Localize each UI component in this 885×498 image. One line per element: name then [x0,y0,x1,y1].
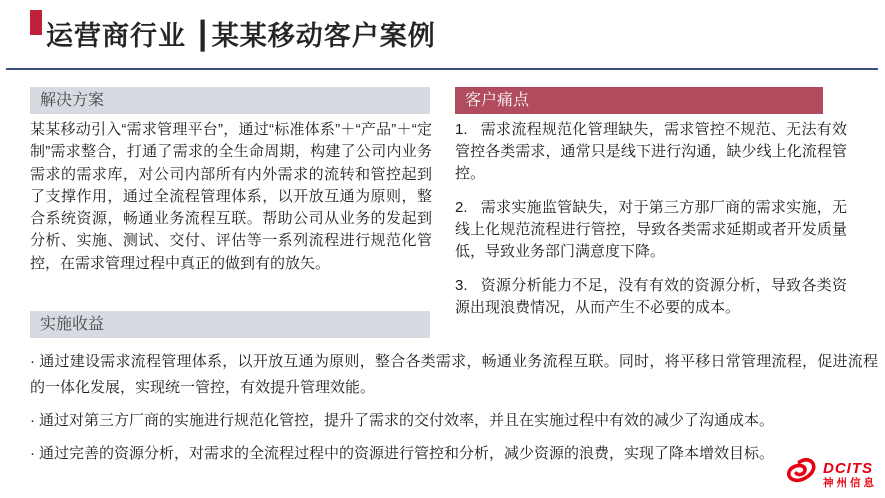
title-accent-bar [30,10,42,35]
dcits-swirl-icon [783,458,819,491]
pain-point-text: 资源分析能力不足，没有有效的资源分析，导致各类资源出现浪费情况，从而产生不必要的成本。 [455,277,847,316]
pain-point-number: 3. [455,277,468,294]
benefits-list [30,349,878,477]
solution-section-header: 解决方案 [30,87,430,114]
solution-body-text: 某某移动引入“需求管理平台”，通过“标准体系”＋“产品”＋“定制”需求整合，打通了需求的全生命周期，构建了公司内业务需求的需求库，对公司内部所有内外需求的流转和管控起到了支撑作用，通过全流程管理体系，以开放互通为原则，整合系统资源，畅通业务流程互联。帮助公司从业务的发起到分析、实施、测试、交付、评估等一系列流程进行规范化管控，在需求管理过程中真正的做到有的放矢。 [30,121,432,272]
pain-point-text: 需求实施监管缺失，对于第三方那厂商的需求实施，无线上化规范流程进行管控，导致各类需求延期或者开发质量低，导致业务部门满意度下降。 [455,199,847,260]
logo-brand-name-chinese: 神州信息 [823,476,877,489]
pain-point-text: 需求流程规范化管理缺失，需求管控不规范、无法有效管控各类需求，通常只是线下进行沟通，缺少线上化流程管控。 [455,121,847,182]
benefit-text: 通过建设需求流程管理体系，以开放互通为原则，整合各类需求，畅通业务流程互联。同时，将平移日常管理流程，促进流程的一体化发展，实现统一管控，有效提升管理效能。 [30,353,878,396]
page-title: 运营商行业 ┃某某移动客户案例 [46,21,436,51]
pain-points-list [455,119,847,331]
pain-points-section-header: 客户痛点 [455,87,823,114]
pain-point-item [455,275,847,319]
pain-point-number: 1. [455,121,468,138]
bullet-icon: · [30,412,35,429]
bullet-icon: · [30,353,35,370]
benefit-item [30,349,878,401]
logo-brand-name: DCITS [823,459,873,477]
company-logo [783,458,877,491]
benefit-item [30,441,878,467]
logo-text-block [823,461,877,489]
benefit-text: 通过完善的资源分析，对需求的全流程过程中的资源进行管控和分析，减少资源的浪费，实现了降本增效目标。 [39,445,775,462]
benefit-text: 通过对第三方厂商的实施进行规范化管控，提升了需求的交付效率，并且在实施过程中有效的减少了沟通成本。 [39,412,775,429]
title-divider-line [6,68,878,70]
bullet-icon: · [30,445,35,462]
pain-point-item [455,197,847,263]
benefits-section-header: 实施收益 [30,311,430,338]
pain-point-item [455,119,847,185]
benefit-item [30,408,878,434]
pain-point-number: 2. [455,199,468,216]
